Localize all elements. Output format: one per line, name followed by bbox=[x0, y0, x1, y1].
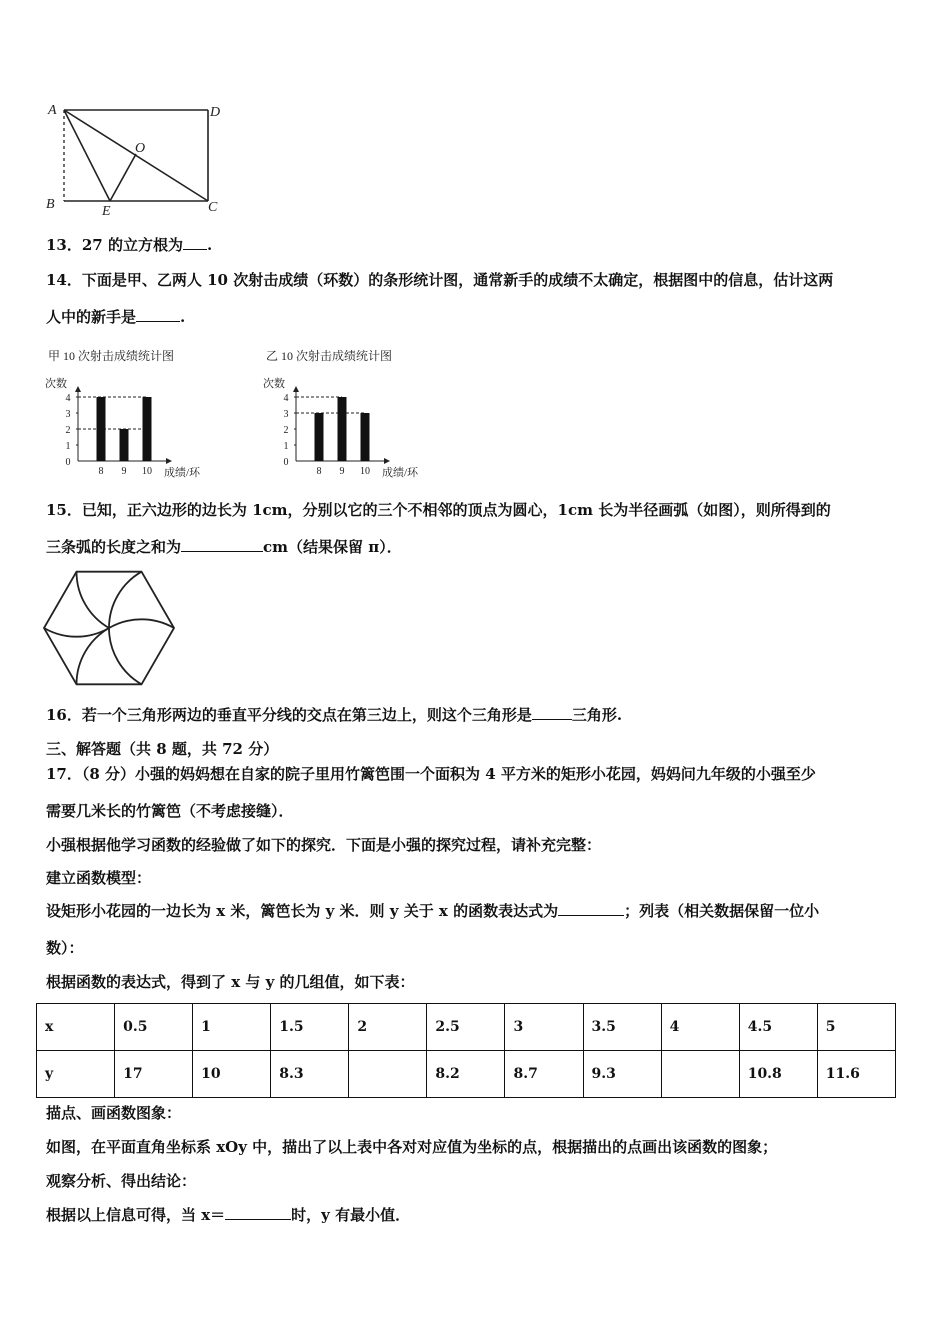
chart-jia bbox=[44, 345, 224, 481]
question-17-line8: 描点、画函数图象： bbox=[46, 1104, 182, 1122]
question-15-line2 bbox=[46, 537, 402, 557]
question-17-line9: 如图，在平面直角坐标系 xOy 中，描出了以上表中各对对应值为坐标的点，根据描出的点画出该函数的图象； bbox=[46, 1138, 778, 1156]
section-3-title: 三、解答题（共 8 题，共 72 分） bbox=[46, 740, 279, 758]
bar-9 bbox=[120, 429, 129, 461]
table-cell: 9.3 bbox=[583, 1051, 661, 1098]
q16-b: 三角形. bbox=[571, 706, 623, 724]
label-c: C bbox=[208, 200, 218, 215]
q13-tail: . bbox=[206, 236, 213, 254]
y-axis-arrow bbox=[293, 386, 299, 392]
y-tick-label: 3 bbox=[283, 409, 289, 420]
bar-10 bbox=[143, 397, 152, 461]
question-17-line3: 小强根据他学习函数的经验做了如下的探究．下面是小强的探究过程，请补充完整： bbox=[46, 836, 602, 854]
q16-a: 16．若一个三角形两边的垂直平分线的交点在第三边上，则这个三角形是 bbox=[46, 706, 532, 724]
question-17-line2: 需要几米长的竹篱笆（不考虑接缝）． bbox=[46, 802, 294, 820]
x-tick-label: 8 bbox=[98, 466, 104, 477]
y-tick-label: 0 bbox=[283, 457, 289, 468]
rectangle-figure bbox=[40, 100, 240, 225]
table-cell: y bbox=[37, 1051, 115, 1098]
q17-line11b: 时，y 有最小值． bbox=[291, 1206, 411, 1224]
table-cell: 3.5 bbox=[583, 1004, 661, 1051]
chart-title: 甲 10 次射击成绩统计图 bbox=[48, 349, 175, 363]
y-axis-label: 次数 bbox=[263, 378, 285, 390]
table-cell: 0.5 bbox=[115, 1004, 193, 1051]
x-axis-label: 成绩/环 bbox=[382, 467, 419, 479]
chart-title: 乙 10 次射击成绩统计图 bbox=[266, 349, 393, 363]
q14-line2: 人中的新手是 bbox=[46, 308, 137, 326]
chart-yi bbox=[262, 345, 442, 481]
question-17-line1: 17．（8 分）小强的妈妈想在自家的院子里用竹篱笆围一个面积为 4 平方米的矩形小花园，妈妈问九年级的小强至少 bbox=[46, 765, 816, 783]
q17-blank-x bbox=[225, 1205, 291, 1220]
question-17-line5 bbox=[46, 901, 819, 921]
table-cell: 1.5 bbox=[271, 1004, 349, 1051]
label-b: B bbox=[46, 197, 55, 212]
x-tick-label: 10 bbox=[360, 466, 370, 477]
table-cell: 8.2 bbox=[427, 1051, 505, 1098]
table-cell: 1 bbox=[193, 1004, 271, 1051]
y-tick-label: 0 bbox=[65, 457, 71, 468]
question-13 bbox=[46, 235, 212, 255]
question-17-line10: 观察分析、得出结论： bbox=[46, 1172, 197, 1190]
q13-text: 13．27 的立方根为 bbox=[46, 236, 183, 254]
table-cell: 5 bbox=[817, 1004, 895, 1051]
label-o: O bbox=[135, 141, 146, 156]
table-cell bbox=[661, 1051, 739, 1098]
y-tick-label: 4 bbox=[283, 393, 289, 404]
q16-blank bbox=[532, 705, 572, 720]
y-tick-label: 3 bbox=[65, 409, 71, 420]
y-tick-label: 2 bbox=[283, 425, 289, 436]
label-d: D bbox=[210, 105, 221, 120]
q13-blank bbox=[183, 235, 207, 250]
table-row-x bbox=[37, 1004, 896, 1051]
q17-line5b: ；列表（相关数据保留一位小 bbox=[624, 902, 820, 920]
x-axis-arrow bbox=[384, 458, 390, 464]
y-axis-arrow bbox=[75, 386, 81, 392]
q14-blank bbox=[136, 307, 180, 322]
x-axis-arrow bbox=[166, 458, 172, 464]
question-17-line4: 建立函数模型： bbox=[46, 869, 152, 887]
question-14-line2 bbox=[46, 307, 185, 327]
table-cell: x bbox=[37, 1004, 115, 1051]
table-cell: 8.7 bbox=[505, 1051, 583, 1098]
x-axis-label: 成绩/环 bbox=[164, 467, 201, 479]
x-tick-label: 9 bbox=[339, 466, 345, 477]
hexagon-arcs-figure bbox=[40, 568, 180, 696]
bar-10 bbox=[361, 413, 370, 461]
x-tick-label: 9 bbox=[121, 466, 127, 477]
table-row-y bbox=[37, 1051, 896, 1098]
x-tick-label: 8 bbox=[316, 466, 322, 477]
q14-tail: . bbox=[180, 308, 186, 326]
q15-blank bbox=[181, 537, 263, 552]
label-a: A bbox=[48, 103, 57, 118]
q17-line5a: 设矩形小花园的一边长为 x 米，篱笆长为 y 米．则 y 关于 x 的函数表达式为 bbox=[46, 902, 559, 920]
question-17-line7: 根据函数的表达式，得到了 x 与 y 的几组值，如下表： bbox=[46, 973, 415, 991]
y-tick-label: 1 bbox=[65, 441, 71, 452]
y-tick-label: 4 bbox=[65, 393, 71, 404]
bar-8 bbox=[97, 397, 106, 461]
table-cell: 4 bbox=[661, 1004, 739, 1051]
table-cell: 17 bbox=[115, 1051, 193, 1098]
y-axis-label: 次数 bbox=[45, 378, 67, 390]
question-14-line1: 14．下面是甲、乙两人 10 次射击成绩（环数）的条形统计图，通常新手的成绩不太确定，根据图中的信息，估计这两 bbox=[46, 271, 834, 289]
table-cell: 8.3 bbox=[271, 1051, 349, 1098]
x-tick-label: 10 bbox=[142, 466, 152, 477]
table-cell: 2.5 bbox=[427, 1004, 505, 1051]
question-15-line1: 15．已知，正六边形的边长为 1cm，分别以它的三个不相邻的顶点为圆心，1cm 长为半径画弧（如图），则所得到的 bbox=[46, 501, 831, 519]
table-cell: 4.5 bbox=[739, 1004, 817, 1051]
table-cell: 2 bbox=[349, 1004, 427, 1051]
table-cell: 3 bbox=[505, 1004, 583, 1051]
table-cell: 11.6 bbox=[817, 1051, 895, 1098]
xy-value-table bbox=[36, 1003, 896, 1098]
table-cell bbox=[349, 1051, 427, 1098]
table-cell: 10 bbox=[193, 1051, 271, 1098]
y-tick-label: 2 bbox=[65, 425, 71, 436]
table-cell: 10.8 bbox=[739, 1051, 817, 1098]
q15-line2a: 三条弧的长度之和为 bbox=[46, 538, 182, 556]
question-16 bbox=[46, 705, 622, 725]
bar-8 bbox=[315, 413, 324, 461]
question-17-line6: 数）： bbox=[46, 939, 84, 957]
q15-line2b: cm（结果保留 π）． bbox=[263, 538, 402, 556]
question-17-line11 bbox=[46, 1205, 410, 1225]
q17-blank-expression bbox=[558, 901, 624, 916]
q17-line11a: 根据以上信息可得，当 x＝ bbox=[46, 1206, 226, 1224]
bar-9 bbox=[338, 397, 347, 461]
y-tick-label: 1 bbox=[283, 441, 289, 452]
label-e: E bbox=[102, 204, 111, 219]
